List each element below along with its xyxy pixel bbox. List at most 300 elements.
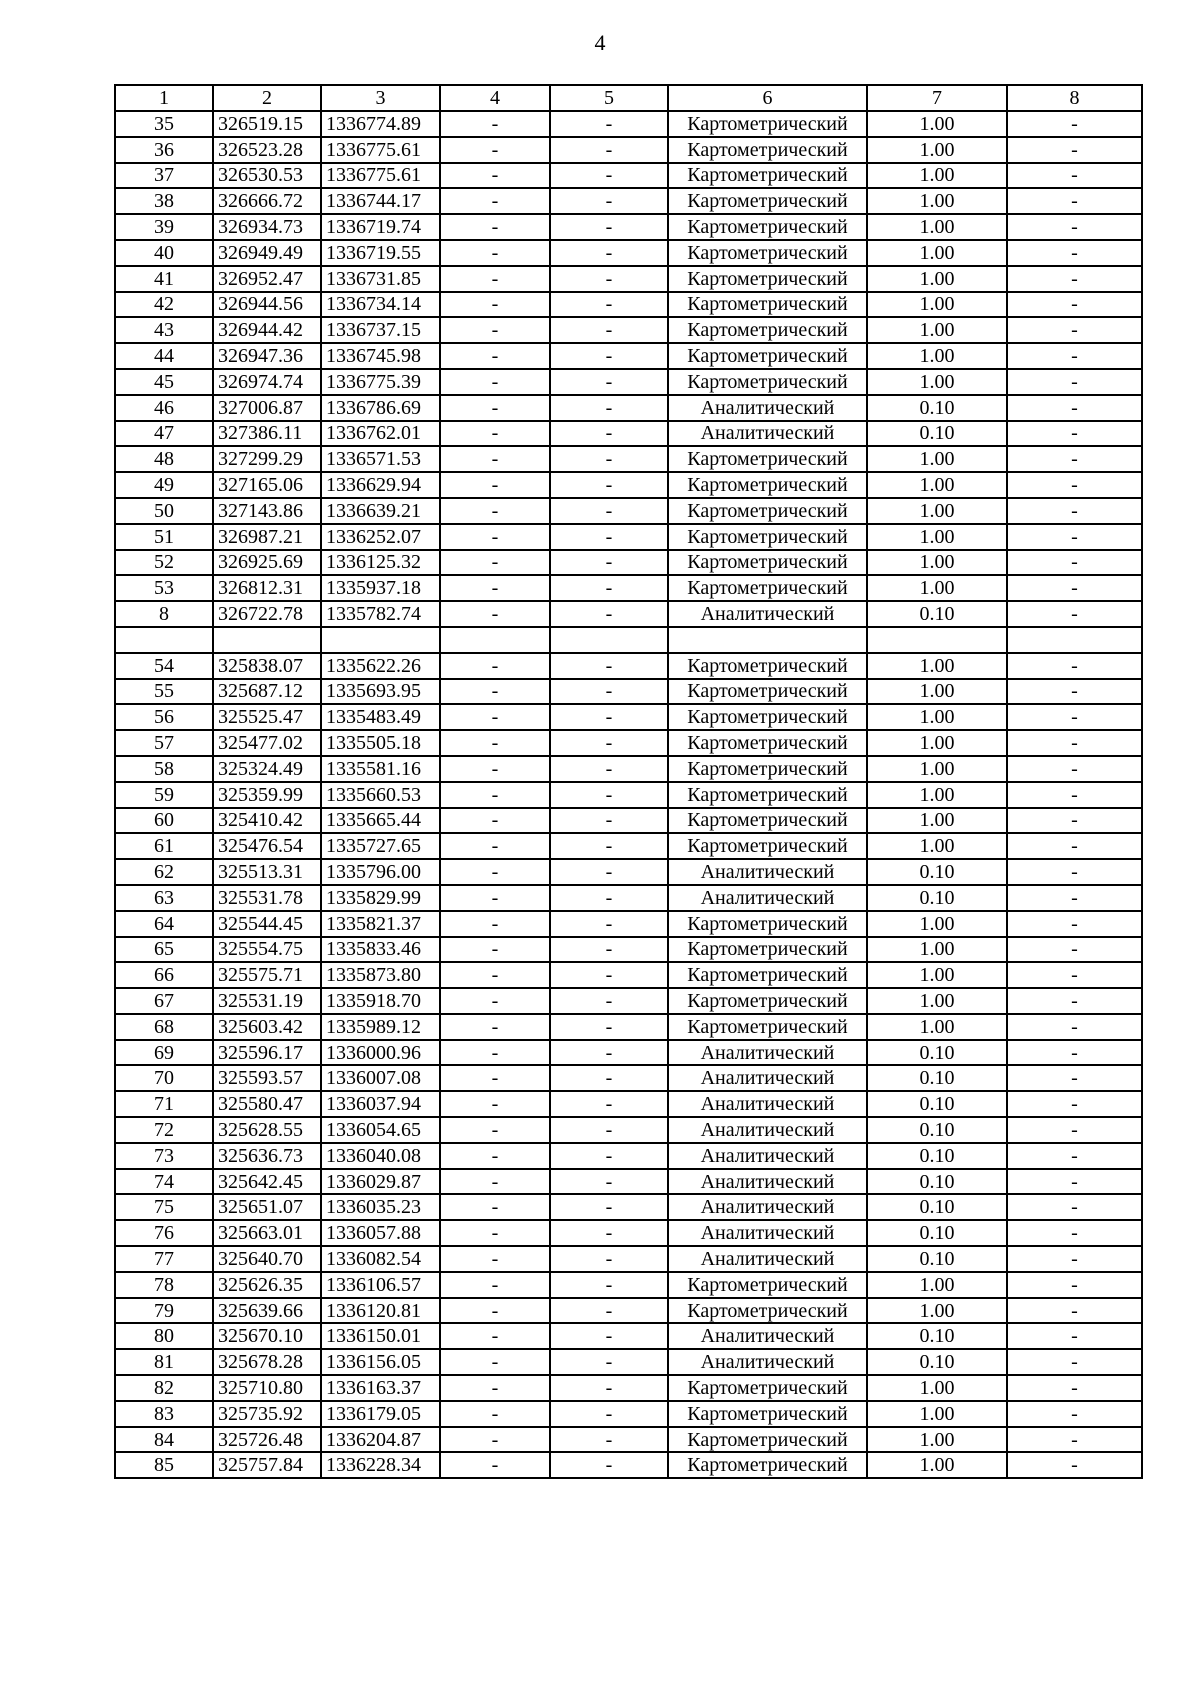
col4-cell: -	[440, 317, 550, 343]
x-coordinate-cell: 325476.54	[213, 833, 321, 859]
point-number-cell: 63	[115, 885, 213, 911]
col4-cell: -	[440, 1323, 550, 1349]
point-number-cell: 38	[115, 188, 213, 214]
col8-cell: -	[1007, 756, 1142, 782]
method-cell: Картометрический	[668, 756, 867, 782]
col4-cell: -	[440, 1065, 550, 1091]
table-row	[115, 1272, 1142, 1298]
col5-cell: -	[550, 1375, 668, 1401]
col8-cell: -	[1007, 266, 1142, 292]
accuracy-cell: 1.00	[867, 1272, 1007, 1298]
x-coordinate-cell: 327165.06	[213, 472, 321, 498]
y-coordinate-cell: 1335581.16	[321, 756, 440, 782]
accuracy-cell: 1.00	[867, 962, 1007, 988]
col4-cell: -	[440, 137, 550, 163]
col5-cell: -	[550, 446, 668, 472]
point-number-cell: 58	[115, 756, 213, 782]
accuracy-cell: 1.00	[867, 446, 1007, 472]
col4-cell: -	[440, 446, 550, 472]
x-coordinate-cell: 325636.73	[213, 1143, 321, 1169]
accuracy-cell: 1.00	[867, 730, 1007, 756]
col8-cell: -	[1007, 395, 1142, 421]
col5-cell: -	[550, 1220, 668, 1246]
accuracy-cell: 1.00	[867, 240, 1007, 266]
col4-cell: -	[440, 1246, 550, 1272]
col4-cell: -	[440, 679, 550, 705]
point-number-cell: 69	[115, 1040, 213, 1066]
col5-cell: -	[550, 1452, 668, 1478]
method-cell: Аналитический	[668, 885, 867, 911]
method-cell: Картометрический	[668, 214, 867, 240]
point-number-cell: 60	[115, 808, 213, 834]
accuracy-cell: 0.10	[867, 1065, 1007, 1091]
method-cell: Аналитический	[668, 601, 867, 627]
col8-cell: -	[1007, 1246, 1142, 1272]
table-row	[115, 1349, 1142, 1375]
table-row	[115, 524, 1142, 550]
point-number-cell: 79	[115, 1298, 213, 1324]
point-number-cell: 75	[115, 1194, 213, 1220]
column-header: 4	[440, 85, 550, 111]
y-coordinate-cell: 1335660.53	[321, 782, 440, 808]
accuracy-cell: 1.00	[867, 317, 1007, 343]
point-number-cell: 37	[115, 163, 213, 189]
col5-cell: -	[550, 885, 668, 911]
col5-cell: -	[550, 317, 668, 343]
accuracy-cell: 1.00	[867, 988, 1007, 1014]
accuracy-cell: 1.00	[867, 1375, 1007, 1401]
table-row	[115, 1194, 1142, 1220]
col4-cell: -	[440, 1040, 550, 1066]
table-row	[115, 601, 1142, 627]
method-cell: Картометрический	[668, 550, 867, 576]
y-coordinate-cell: 1336029.87	[321, 1169, 440, 1195]
point-number-cell: 83	[115, 1401, 213, 1427]
method-cell: Картометрический	[668, 679, 867, 705]
y-coordinate-cell: 1336204.87	[321, 1427, 440, 1453]
x-coordinate-cell: 325596.17	[213, 1040, 321, 1066]
table-row	[115, 498, 1142, 524]
col4-cell: -	[440, 1014, 550, 1040]
col4-cell: -	[440, 1091, 550, 1117]
table-row	[115, 1246, 1142, 1272]
table-row	[115, 1091, 1142, 1117]
point-number-cell: 70	[115, 1065, 213, 1091]
point-number-cell: 8	[115, 601, 213, 627]
table-row	[115, 266, 1142, 292]
col4-cell: -	[440, 808, 550, 834]
col8-cell: -	[1007, 1349, 1142, 1375]
method-cell: Аналитический	[668, 1143, 867, 1169]
accuracy-cell: 1.00	[867, 782, 1007, 808]
method-cell: Аналитический	[668, 1323, 867, 1349]
x-coordinate-cell: 325513.31	[213, 859, 321, 885]
accuracy-cell: 1.00	[867, 550, 1007, 576]
y-coordinate-cell: 1336786.69	[321, 395, 440, 421]
table-row	[115, 962, 1142, 988]
method-cell: Картометрический	[668, 833, 867, 859]
y-coordinate-cell: 1336731.85	[321, 266, 440, 292]
column-header: 7	[867, 85, 1007, 111]
x-coordinate-cell: 325678.28	[213, 1349, 321, 1375]
accuracy-cell: 0.10	[867, 1117, 1007, 1143]
method-cell: Картометрический	[668, 111, 867, 137]
col8-cell: -	[1007, 782, 1142, 808]
col5-cell: -	[550, 911, 668, 937]
table-row	[115, 1220, 1142, 1246]
col5-cell: -	[550, 214, 668, 240]
col5-cell: -	[550, 601, 668, 627]
method-cell: Аналитический	[668, 1091, 867, 1117]
y-coordinate-cell: 1336156.05	[321, 1349, 440, 1375]
col8-cell: -	[1007, 808, 1142, 834]
method-cell: Картометрический	[668, 446, 867, 472]
accuracy-cell: 1.00	[867, 472, 1007, 498]
col8-cell: -	[1007, 292, 1142, 318]
col4-cell: -	[440, 1298, 550, 1324]
col4-cell: -	[440, 1117, 550, 1143]
x-coordinate-cell: 325642.45	[213, 1169, 321, 1195]
method-cell: Картометрический	[668, 163, 867, 189]
col4-cell: -	[440, 111, 550, 137]
y-coordinate-cell: 1335622.26	[321, 653, 440, 679]
y-coordinate-cell: 1335937.18	[321, 575, 440, 601]
point-number-cell: 76	[115, 1220, 213, 1246]
x-coordinate-cell: 325544.45	[213, 911, 321, 937]
col4-cell: -	[440, 1194, 550, 1220]
method-cell: Картометрический	[668, 782, 867, 808]
x-coordinate-cell: 326974.74	[213, 369, 321, 395]
col8-cell: -	[1007, 704, 1142, 730]
col8-cell: -	[1007, 885, 1142, 911]
method-cell: Картометрический	[668, 962, 867, 988]
x-coordinate-cell: 325757.84	[213, 1452, 321, 1478]
accuracy-cell: 1.00	[867, 808, 1007, 834]
col5-cell: -	[550, 1091, 668, 1117]
col5-cell: -	[550, 163, 668, 189]
y-coordinate-cell: 1336054.65	[321, 1117, 440, 1143]
col5-cell: -	[550, 704, 668, 730]
table-row	[115, 472, 1142, 498]
col8-cell: -	[1007, 575, 1142, 601]
col8-cell: -	[1007, 833, 1142, 859]
table-row	[115, 911, 1142, 937]
col8-cell: -	[1007, 1452, 1142, 1478]
col8-cell: -	[1007, 421, 1142, 447]
col5-cell: -	[550, 498, 668, 524]
col5-cell: -	[550, 833, 668, 859]
col4-cell: -	[440, 653, 550, 679]
col4-cell: -	[440, 859, 550, 885]
y-coordinate-cell: 1336057.88	[321, 1220, 440, 1246]
table-row	[115, 1298, 1142, 1324]
accuracy-cell: 0.10	[867, 1091, 1007, 1117]
point-number-cell: 44	[115, 343, 213, 369]
accuracy-cell: 1.00	[867, 833, 1007, 859]
table-row	[115, 137, 1142, 163]
accuracy-cell: 0.10	[867, 1323, 1007, 1349]
point-number-cell: 71	[115, 1091, 213, 1117]
col5-cell: -	[550, 343, 668, 369]
table-row	[115, 292, 1142, 318]
table-row	[115, 704, 1142, 730]
accuracy-cell: 1.00	[867, 1014, 1007, 1040]
method-cell: Картометрический	[668, 1298, 867, 1324]
point-number-cell: 35	[115, 111, 213, 137]
accuracy-cell: 1.00	[867, 369, 1007, 395]
method-cell: Картометрический	[668, 911, 867, 937]
method-cell: Аналитический	[668, 1169, 867, 1195]
method-cell: Картометрический	[668, 524, 867, 550]
col4-cell: -	[440, 214, 550, 240]
point-number-cell: 72	[115, 1117, 213, 1143]
method-cell: Картометрический	[668, 137, 867, 163]
accuracy-cell: 0.10	[867, 1040, 1007, 1066]
col4-cell: -	[440, 550, 550, 576]
table-row	[115, 343, 1142, 369]
col5-cell: -	[550, 679, 668, 705]
point-number-cell: 42	[115, 292, 213, 318]
point-number-cell: 51	[115, 524, 213, 550]
table-row	[115, 1065, 1142, 1091]
col8-cell: -	[1007, 1143, 1142, 1169]
accuracy-cell: 1.00	[867, 1298, 1007, 1324]
method-cell: Картометрический	[668, 472, 867, 498]
method-cell: Аналитический	[668, 1194, 867, 1220]
col8-cell: -	[1007, 679, 1142, 705]
method-cell: Картометрический	[668, 653, 867, 679]
col5-cell: -	[550, 395, 668, 421]
y-coordinate-cell: 1336228.34	[321, 1452, 440, 1478]
method-cell: Картометрический	[668, 730, 867, 756]
y-coordinate-cell: 1336775.61	[321, 163, 440, 189]
x-coordinate-cell: 325531.19	[213, 988, 321, 1014]
col8-cell: -	[1007, 111, 1142, 137]
col8-cell: -	[1007, 137, 1142, 163]
x-coordinate-cell: 326944.42	[213, 317, 321, 343]
x-coordinate-cell: 326987.21	[213, 524, 321, 550]
col4-cell: -	[440, 1143, 550, 1169]
col5-cell: -	[550, 782, 668, 808]
point-number-cell: 57	[115, 730, 213, 756]
point-number-cell: 56	[115, 704, 213, 730]
y-coordinate-cell: 1335918.70	[321, 988, 440, 1014]
accuracy-cell: 1.00	[867, 266, 1007, 292]
table-row	[115, 446, 1142, 472]
method-cell: Картометрический	[668, 808, 867, 834]
col4-cell: -	[440, 1452, 550, 1478]
col8-cell: -	[1007, 601, 1142, 627]
col5-cell: -	[550, 756, 668, 782]
x-coordinate-cell: 326523.28	[213, 137, 321, 163]
col5-cell: -	[550, 1298, 668, 1324]
col4-cell: -	[440, 782, 550, 808]
col8-cell: -	[1007, 988, 1142, 1014]
col8-cell: -	[1007, 1272, 1142, 1298]
y-coordinate-cell: 1336762.01	[321, 421, 440, 447]
col4-cell: -	[440, 343, 550, 369]
method-cell: Картометрический	[668, 704, 867, 730]
accuracy-cell: 1.00	[867, 498, 1007, 524]
table-row	[115, 317, 1142, 343]
table-row	[115, 575, 1142, 601]
table-row	[115, 679, 1142, 705]
col4-cell: -	[440, 369, 550, 395]
col8-cell: -	[1007, 730, 1142, 756]
col8-cell: -	[1007, 1091, 1142, 1117]
col8-cell: -	[1007, 550, 1142, 576]
y-coordinate-cell: 1335483.49	[321, 704, 440, 730]
x-coordinate-cell: 326722.78	[213, 601, 321, 627]
table-row	[115, 188, 1142, 214]
point-number-cell: 64	[115, 911, 213, 937]
accuracy-cell: 1.00	[867, 756, 1007, 782]
method-cell: Картометрический	[668, 988, 867, 1014]
col5-cell: -	[550, 1272, 668, 1298]
x-coordinate-cell: 325593.57	[213, 1065, 321, 1091]
col5-cell: -	[550, 240, 668, 266]
y-coordinate-cell: 1336734.14	[321, 292, 440, 318]
table-row	[115, 240, 1142, 266]
col5-cell: -	[550, 653, 668, 679]
y-coordinate-cell: 1336040.08	[321, 1143, 440, 1169]
x-coordinate-cell	[213, 627, 321, 653]
col4-cell: -	[440, 188, 550, 214]
x-coordinate-cell: 325324.49	[213, 756, 321, 782]
x-coordinate-cell: 326947.36	[213, 343, 321, 369]
method-cell: Аналитический	[668, 395, 867, 421]
table-row	[115, 550, 1142, 576]
col5-cell: -	[550, 1427, 668, 1453]
x-coordinate-cell: 326666.72	[213, 188, 321, 214]
accuracy-cell: 0.10	[867, 1220, 1007, 1246]
y-coordinate-cell: 1336639.21	[321, 498, 440, 524]
method-cell: Картометрический	[668, 1014, 867, 1040]
col8-cell: -	[1007, 1065, 1142, 1091]
x-coordinate-cell: 326519.15	[213, 111, 321, 137]
col8-cell: -	[1007, 498, 1142, 524]
col5-cell: -	[550, 937, 668, 963]
table-row	[115, 1014, 1142, 1040]
table-row	[115, 653, 1142, 679]
x-coordinate-cell: 325628.55	[213, 1117, 321, 1143]
x-coordinate-cell: 326952.47	[213, 266, 321, 292]
point-number-cell: 55	[115, 679, 213, 705]
col4-cell: -	[440, 472, 550, 498]
col8-cell: -	[1007, 1169, 1142, 1195]
col5-cell: -	[550, 524, 668, 550]
column-header: 1	[115, 85, 213, 111]
x-coordinate-cell: 325359.99	[213, 782, 321, 808]
table-body	[115, 111, 1142, 1478]
method-cell: Аналитический	[668, 1220, 867, 1246]
col8-cell: -	[1007, 369, 1142, 395]
point-number-cell: 52	[115, 550, 213, 576]
x-coordinate-cell: 327299.29	[213, 446, 321, 472]
method-cell: Картометрический	[668, 188, 867, 214]
col8-cell: -	[1007, 1040, 1142, 1066]
y-coordinate-cell: 1336744.17	[321, 188, 440, 214]
y-coordinate-cell: 1336629.94	[321, 472, 440, 498]
point-number-cell: 78	[115, 1272, 213, 1298]
y-coordinate-cell: 1336120.81	[321, 1298, 440, 1324]
col4-cell: -	[440, 988, 550, 1014]
col8-cell: -	[1007, 472, 1142, 498]
table-row	[115, 730, 1142, 756]
table-row	[115, 1117, 1142, 1143]
method-cell: Аналитический	[668, 859, 867, 885]
accuracy-cell	[867, 627, 1007, 653]
col5-cell: -	[550, 188, 668, 214]
method-cell: Картометрический	[668, 240, 867, 266]
y-coordinate-cell: 1335727.65	[321, 833, 440, 859]
col5-cell: -	[550, 266, 668, 292]
table-row	[115, 859, 1142, 885]
x-coordinate-cell: 325670.10	[213, 1323, 321, 1349]
column-header: 2	[213, 85, 321, 111]
table-row	[115, 111, 1142, 137]
column-header: 5	[550, 85, 668, 111]
x-coordinate-cell: 327386.11	[213, 421, 321, 447]
accuracy-cell: 0.10	[867, 1169, 1007, 1195]
x-coordinate-cell: 325726.48	[213, 1427, 321, 1453]
col5-cell: -	[550, 1040, 668, 1066]
y-coordinate-cell: 1336775.61	[321, 137, 440, 163]
x-coordinate-cell: 325626.35	[213, 1272, 321, 1298]
y-coordinate-cell: 1336745.98	[321, 343, 440, 369]
col4-cell: -	[440, 240, 550, 266]
col4-cell: -	[440, 1272, 550, 1298]
x-coordinate-cell: 326944.56	[213, 292, 321, 318]
point-number-cell: 46	[115, 395, 213, 421]
col4-cell: -	[440, 498, 550, 524]
point-number-cell: 49	[115, 472, 213, 498]
col4-cell: -	[440, 911, 550, 937]
col8-cell: -	[1007, 937, 1142, 963]
accuracy-cell: 1.00	[867, 188, 1007, 214]
col5-cell: -	[550, 1169, 668, 1195]
accuracy-cell: 1.00	[867, 679, 1007, 705]
point-number-cell: 65	[115, 937, 213, 963]
col4-cell: -	[440, 1349, 550, 1375]
y-coordinate-cell: 1336037.94	[321, 1091, 440, 1117]
col8-cell: -	[1007, 1117, 1142, 1143]
col5-cell: -	[550, 421, 668, 447]
col8-cell: -	[1007, 343, 1142, 369]
table-row	[115, 1375, 1142, 1401]
y-coordinate-cell: 1335782.74	[321, 601, 440, 627]
accuracy-cell: 1.00	[867, 524, 1007, 550]
x-coordinate-cell: 327006.87	[213, 395, 321, 421]
accuracy-cell: 1.00	[867, 343, 1007, 369]
col5-cell: -	[550, 962, 668, 988]
coordinates-table	[114, 84, 1143, 1479]
col8-cell: -	[1007, 1194, 1142, 1220]
x-coordinate-cell: 326530.53	[213, 163, 321, 189]
column-header: 8	[1007, 85, 1142, 111]
point-number-cell: 77	[115, 1246, 213, 1272]
table-row	[115, 1323, 1142, 1349]
table-row	[115, 756, 1142, 782]
col4-cell: -	[440, 962, 550, 988]
col5-cell: -	[550, 111, 668, 137]
method-cell: Картометрический	[668, 292, 867, 318]
col8-cell: -	[1007, 446, 1142, 472]
point-number-cell: 73	[115, 1143, 213, 1169]
col4-cell	[440, 627, 550, 653]
col8-cell: -	[1007, 1014, 1142, 1040]
col8-cell: -	[1007, 962, 1142, 988]
